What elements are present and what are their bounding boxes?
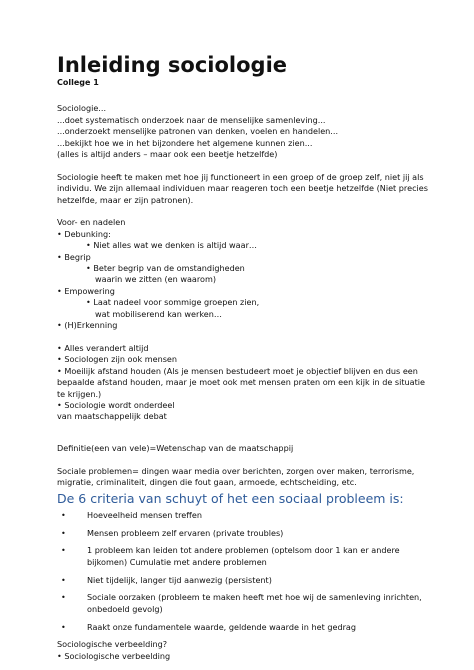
closing-bullet: • Sociologische verbeelding xyxy=(57,650,171,661)
paragraph-group-vs-individual: Sociologie heeft te maken met hoe jij functioneert in een groep of de groep zelf, niet jij als individu. We zijn allemaal individuen maar reageren toch een beetje hetzelfde (Niet precies hetzelfde, maar er zijn patronen). xyxy=(57,171,428,205)
point-item: • Sociologie wordt onderdeel xyxy=(57,399,175,410)
criteria-item: • 1 probleem kan leiden tot andere problemen (optelsom door 1 kan er andere bijkomen) Cumulatie met andere problemen xyxy=(57,545,429,568)
intro-line: Sociologie... xyxy=(57,103,107,114)
spacer xyxy=(57,206,429,217)
pros-cons-subitem-cont: wat mobiliserend kan werken… xyxy=(95,308,222,319)
pros-cons-subitem-cont: waarin we zitten (en waarom) xyxy=(95,274,217,285)
spacer xyxy=(57,434,429,443)
pros-cons-item: • Begrip xyxy=(57,251,91,262)
pros-cons-item: • Empowering xyxy=(57,285,115,296)
pros-cons-subitem: • Beter begrip van de omstandigheden xyxy=(86,263,245,274)
point-item: • Alles verandert altijd xyxy=(57,342,149,353)
pros-cons-subitem: • Niet alles wat we denken is altijd waar… xyxy=(86,240,258,251)
document-body xyxy=(57,92,429,662)
definition-line: Definitie(een van vele)=Wetenschap van de maatschappij xyxy=(57,443,294,454)
criteria-item: • Raakt onze fundamentele waarde, geldende waarde in het gedrag xyxy=(57,622,429,633)
pros-cons-heading: Voor- en nadelen xyxy=(57,217,126,228)
pros-cons-subitem: • Laat nadeel voor sommige groepen zien, xyxy=(86,297,260,308)
intro-line: ...bekijkt hoe we in het bijzondere het algemene kunnen zien... xyxy=(57,137,313,148)
criteria-item: • Hoeveelheid mensen treffen xyxy=(57,510,429,521)
spacer xyxy=(57,92,429,103)
page-title: Inleiding sociologie xyxy=(57,53,288,77)
point-item: • Sociologen zijn ook mensen xyxy=(57,354,178,365)
point-item: • Moeilijk afstand houden (Als je mensen bestudeert moet je objectief blijven en dus een bepaalde afstand houden, maar je moet ook met mensen praten om een kijk in de situatie te krijgen.) xyxy=(57,365,426,399)
closing-question: Sociologische verbeelding? xyxy=(57,639,168,650)
social-problems-paragraph: Sociale problemen= dingen waar media over berichten, zorgen over maken, terrorisme, migratie, criminaliteit, dingen die fout gaan, armoede, echtscheiding, etc. xyxy=(57,465,415,488)
spacer xyxy=(57,423,429,434)
spacer xyxy=(57,331,429,342)
criteria-item: • Sociale oorzaken (probleem te maken heeft met hoe wij de samenleving inrichten, onbedoeld gevolg) xyxy=(57,592,429,615)
spacer xyxy=(57,160,429,171)
criteria-item: • Niet tijdelijk, langer tijd aanwezig (persistent) xyxy=(57,575,429,586)
intro-line: (alles is altijd anders – maar ook een beetje hetzelfde) xyxy=(57,149,278,160)
intro-line: ...doet systematisch onderzoek naar de menselijke samenleving... xyxy=(57,114,326,125)
spacer xyxy=(57,455,429,466)
intro-line: ...onderzoekt menselijke patronen van denken, voelen en handelen... xyxy=(57,126,339,137)
point-item-cont: van maatschappelijk debat xyxy=(57,411,167,422)
criteria-heading: De 6 criteria van schuyt of het een sociaal probleem is: xyxy=(57,490,404,506)
page-subtitle: College 1 xyxy=(57,78,99,87)
pros-cons-item: • Debunking: xyxy=(57,228,111,239)
criteria-item: • Mensen probleem zelf ervaren (private troubles) xyxy=(57,528,429,539)
criteria-list xyxy=(57,510,429,633)
pros-cons-item: • (H)Erkenning xyxy=(57,320,118,331)
